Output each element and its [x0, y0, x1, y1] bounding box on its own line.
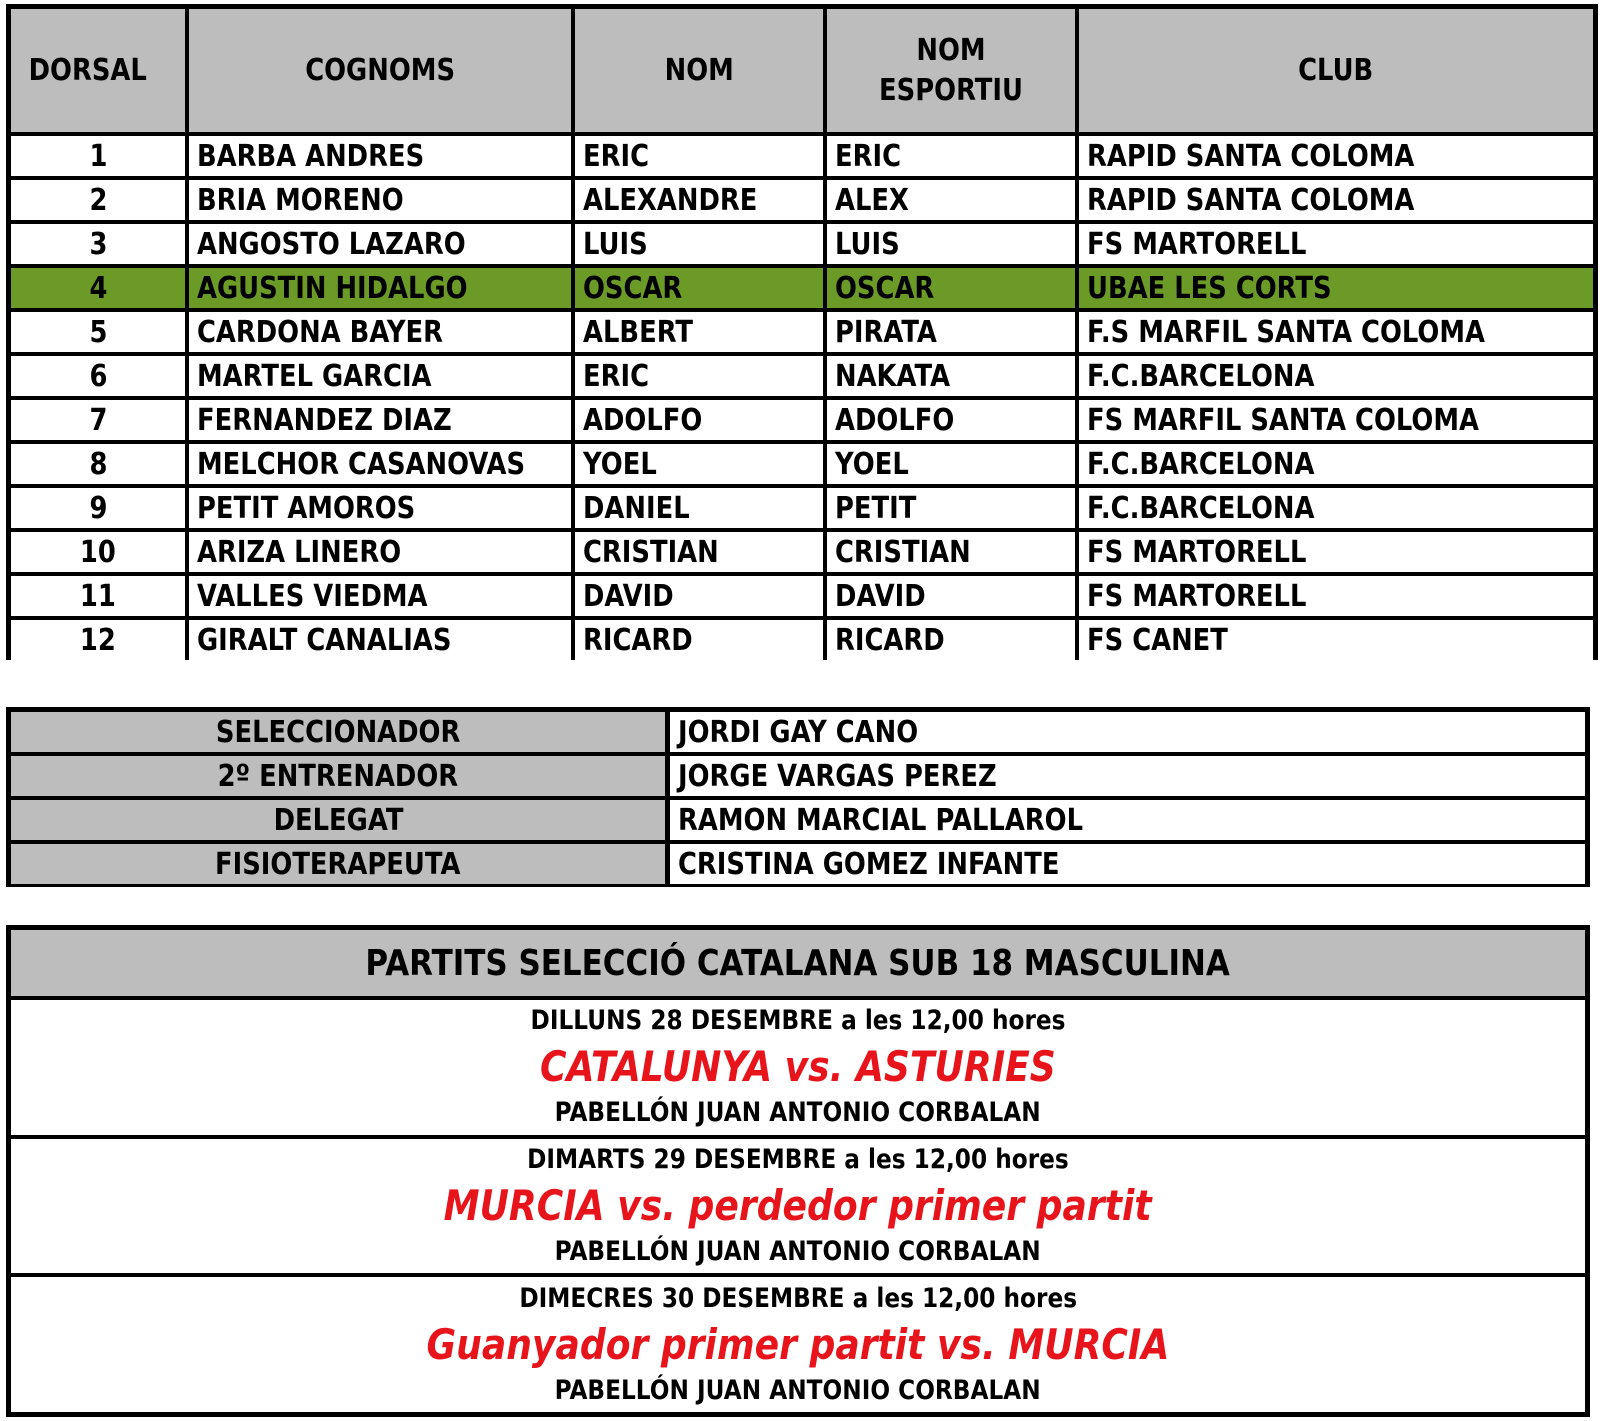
cell-nom-esportiu: ERIC — [827, 136, 1075, 176]
match-venue: PABELLÓN JUAN ANTONIO CORBALAN — [554, 1374, 1042, 1406]
cell-nom-esportiu: NAKATA — [827, 356, 1075, 396]
staff-name: JORGE VARGAS PEREZ — [670, 756, 1585, 796]
match-venue: PABELLÓN JUAN ANTONIO CORBALAN — [554, 1097, 1042, 1129]
cell-nom-esportiu: PETIT — [827, 488, 1075, 528]
cell-dorsal: 10 — [11, 532, 185, 572]
cell-nom: ERIC — [575, 356, 823, 396]
roster-table — [6, 4, 1598, 660]
cell-club: F.S MARFIL SANTA COLOMA — [1079, 312, 1593, 352]
cell-club: F.C.BARCELONA — [1079, 356, 1593, 396]
cell-nom-esportiu: OSCAR — [827, 268, 1075, 308]
cell-club: FS MARTORELL — [1079, 224, 1593, 264]
cell-club: RAPID SANTA COLOMA — [1079, 136, 1593, 176]
cell-nom: DANIEL — [575, 488, 823, 528]
cell-nom: ADOLFO — [575, 400, 823, 440]
cell-club: UBAE LES CORTS — [1079, 268, 1593, 308]
cell-club: RAPID SANTA COLOMA — [1079, 180, 1593, 220]
match-date: DIMECRES 30 DESEMBRE a les 12,00 hores — [519, 1282, 1077, 1314]
cell-nom: YOEL — [575, 444, 823, 484]
cell-nom-esportiu: YOEL — [827, 444, 1075, 484]
match-teams: MURCIA vs. perdedor primer partit — [443, 1180, 1152, 1230]
cell-dorsal: 3 — [11, 224, 185, 264]
cell-nom: ALEXANDRE — [575, 180, 823, 220]
cell-cognoms: BRIA MORENO — [189, 180, 571, 220]
cell-club: F.C.BARCELONA — [1079, 488, 1593, 528]
cell-club: FS MARTORELL — [1079, 576, 1593, 616]
cell-cognoms: CARDONA BAYER — [189, 312, 571, 352]
cell-cognoms: FERNANDEZ DIAZ — [189, 400, 571, 440]
cell-cognoms: VALLES VIEDMA — [189, 576, 571, 616]
cell-dorsal: 1 — [11, 136, 185, 176]
cell-cognoms: MELCHOR CASANOVAS — [189, 444, 571, 484]
cell-cognoms: PETIT AMOROS — [189, 488, 571, 528]
match-date: DILLUNS 28 DESEMBRE a les 12,00 hores — [530, 1005, 1066, 1037]
cell-dorsal: 2 — [11, 180, 185, 220]
cell-nom-esportiu: DAVID — [827, 576, 1075, 616]
cell-dorsal: 4 — [11, 268, 185, 308]
cell-cognoms: MARTEL GARCIA — [189, 356, 571, 396]
header-dorsal: DORSAL — [11, 9, 185, 132]
cell-nom: RICARD — [575, 620, 823, 660]
cell-dorsal: 5 — [11, 312, 185, 352]
cell-nom: CRISTIAN — [575, 532, 823, 572]
staff-role: FISIOTERAPEUTA — [11, 844, 665, 884]
cell-club: F.C.BARCELONA — [1079, 444, 1593, 484]
cell-nom-esportiu: ALEX — [827, 180, 1075, 220]
header-nom: NOM — [575, 9, 823, 132]
staff-name: JORDI GAY CANO — [670, 712, 1585, 752]
cell-cognoms: GIRALT CANALIAS — [189, 620, 571, 660]
match-teams: Guanyador primer partit vs. MURCIA — [426, 1319, 1170, 1369]
match-venue: PABELLÓN JUAN ANTONIO CORBALAN — [554, 1235, 1042, 1267]
cell-club: FS MARTORELL — [1079, 532, 1593, 572]
staff-name: CRISTINA GOMEZ INFANTE — [670, 844, 1585, 884]
match-item — [11, 1139, 1585, 1274]
header-cognoms: COGNOMS — [189, 9, 571, 132]
staff-table — [6, 707, 1590, 887]
header-nom-esportiu: NOM ESPORTIU — [827, 9, 1075, 132]
cell-nom: ALBERT — [575, 312, 823, 352]
cell-nom-esportiu: ADOLFO — [827, 400, 1075, 440]
cell-club: FS MARFIL SANTA COLOMA — [1079, 400, 1593, 440]
staff-role: 2º ENTRENADOR — [11, 756, 665, 796]
cell-nom-esportiu: RICARD — [827, 620, 1075, 660]
matches-panel — [6, 925, 1590, 1417]
cell-cognoms: AGUSTIN HIDALGO — [189, 268, 571, 308]
match-item — [11, 1277, 1585, 1412]
cell-dorsal: 11 — [11, 576, 185, 616]
cell-dorsal: 12 — [11, 620, 185, 660]
cell-cognoms: BARBA ANDRES — [189, 136, 571, 176]
cell-nom-esportiu: LUIS — [827, 224, 1075, 264]
cell-dorsal: 9 — [11, 488, 185, 528]
cell-nom: ERIC — [575, 136, 823, 176]
matches-title: PARTITS SELECCIÓ CATALANA SUB 18 MASCULINA — [11, 930, 1585, 996]
staff-name: RAMON MARCIAL PALLAROL — [670, 800, 1585, 840]
staff-role: SELECCIONADOR — [11, 712, 665, 752]
cell-nom-esportiu: CRISTIAN — [827, 532, 1075, 572]
cell-nom: DAVID — [575, 576, 823, 616]
match-date: DIMARTS 29 DESEMBRE a les 12,00 hores — [527, 1143, 1069, 1175]
match-item — [11, 1000, 1585, 1135]
cell-dorsal: 7 — [11, 400, 185, 440]
match-teams: CATALUNYA vs. ASTURIES — [540, 1042, 1056, 1092]
header-club: CLUB — [1079, 9, 1593, 132]
cell-dorsal: 6 — [11, 356, 185, 396]
cell-cognoms: ARIZA LINERO — [189, 532, 571, 572]
cell-club: FS CANET — [1079, 620, 1593, 660]
cell-nom: LUIS — [575, 224, 823, 264]
cell-cognoms: ANGOSTO LAZARO — [189, 224, 571, 264]
cell-nom: OSCAR — [575, 268, 823, 308]
cell-nom-esportiu: PIRATA — [827, 312, 1075, 352]
staff-role: DELEGAT — [11, 800, 665, 840]
cell-dorsal: 8 — [11, 444, 185, 484]
